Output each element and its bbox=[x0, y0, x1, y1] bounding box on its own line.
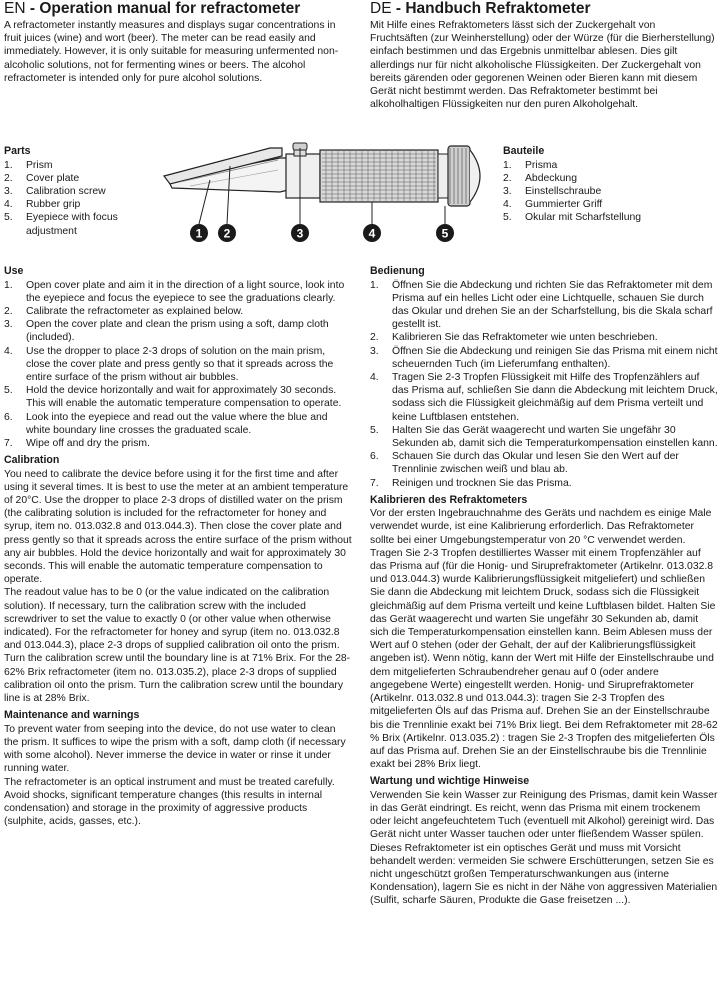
en-use-steps bbox=[4, 279, 352, 451]
svg-text:4: 4 bbox=[368, 226, 376, 241]
callout-4 bbox=[363, 224, 381, 242]
de-intro-section bbox=[370, 0, 715, 111]
de-part-item: 4. Gummierter Griff bbox=[503, 199, 603, 211]
refractometer-illustration bbox=[150, 140, 500, 250]
en-parts-section bbox=[4, 145, 144, 238]
callout-2 bbox=[218, 224, 236, 242]
de-title-text: - Handbuch Refraktometer bbox=[391, 0, 591, 17]
de-part-item: 1. Prisma bbox=[503, 159, 558, 171]
en-use-step: 3. Open the cover plate and clean the prism using a soft, damp cloth (included). bbox=[4, 319, 329, 344]
de-maintenance-heading: Wartung und wichtige Hinweise bbox=[370, 775, 530, 788]
en-use-step: 2. Calibrate the refractometer as explained below. bbox=[4, 305, 244, 317]
de-maintenance-text-2: Dieses Refraktometer ist ein optisches Gerät und muss mit Vorsicht behandelt werden: vermeiden Sie schwere Erschütterungen, setzen Sie es nicht ungeschützt großen Temperaturschwankungen aus (interne Kondensation), lagern Sie es nicht in der Nähe von aggressiven Materialien (Sulfit, scharfe Säuren, Produkte die Gase freisetzen ...). bbox=[370, 842, 718, 907]
en-calibration-heading: Calibration bbox=[4, 454, 60, 467]
de-calibration-text: Vor der ersten Ingebrauchnahme des Geräts und nachdem es einige Male verwendet wurde, ist eine Kalibrierung erforderlich. Das Refraktometer sollte bei einer Umgebungstemperatur von 20 °C verwendet werden. Tragen Sie 2-3 Tropfen destilliertes Wasser mit einem Tropfenzähler auf das Prisma auf (für die Honig- und Siruprefraktometer (Artikelnr. 013.032.8 und 013.044.3) wurde Kalibrierungsflüssigkeit mitgeliefert) und schließen Sie dann die Abdeckung mit leichtem Druck, sodass sich die Flüssigkeit gleichmäßig auf dem Prisma verteilt und keine Luftblasen bildet. Halten Sie das Gerät waagerecht und warten Sie ungefähr 30 Sekunden ab, damit sich die Temperaturkompensation einstellen kann. Beim Ablesen muss der Wert auf 0 stehen (oder der Gehalt, der auf der Kalibrierungsflüssigkeit angeben ist). Wenn nötig, kann der Wert mit Hilfe der Einstellschraube und dem mitgelieferten Schraubendreher genau auf 0 (oder andere angegebene Werte) eingestellt werden. Honig- und Siruprefraktometer (Artikelnr. 013.032.8 und 013.044.3): tragen Sie 2-3 Tropfen des mitgelieferten Öls auf das Prisma auf. Drehen Sie an der Einstellschraube bis die Trennlinie exakt bei 71% Brix liegt. Bei dem Refraktometer mit 28-62 % Brix (Artikelnr. 013.035.2) : tragen Sie 2-3 Tropfen des mitgelieferten Öls auf das Prisma auf. Drehen Sie an der Einstellschraube bis die Trennlinie exakt bei 28% Brix liegt. bbox=[370, 508, 718, 771]
eyepiece-part bbox=[448, 146, 470, 206]
de-use-heading: Bedienung bbox=[370, 265, 425, 277]
de-parts-list bbox=[503, 159, 718, 225]
svg-text:3: 3 bbox=[296, 226, 304, 241]
de-use-step: 7. Reinigen und trocknen Sie das Prisma. bbox=[370, 477, 572, 489]
de-use-step: 1. Öffnen Sie die Abdeckung und richten Sie das Refraktometer mit dem Prisma auf ein helles Licht oder eine Lichtquelle, schauen Sie durch das Okular und drehen Sie an der Scharfstellung, bis die Skala scharf gestellt ist. bbox=[370, 279, 713, 331]
de-parts-heading: Bauteile bbox=[503, 145, 545, 157]
de-use-step: 2. Kalibrieren Sie das Refraktometer wie unten beschrieben. bbox=[370, 332, 658, 344]
en-use-step: 1. Open cover plate and aim it in the direction of a light source, look into the eyepiece and focus the eyepiece to see the graduations clearly. bbox=[4, 279, 345, 304]
svg-text:5: 5 bbox=[441, 226, 449, 241]
de-use-steps bbox=[370, 279, 718, 490]
callout-3 bbox=[291, 224, 309, 242]
en-maintenance-text-2: The refractometer is an optical instrument and must be treated carefully. Avoid shocks, significant temperature changes (this results in internal condensation) and storage in the proximity of aggressive products (sulphite, acids, gasses, etc.). bbox=[4, 776, 335, 828]
de-parts-section bbox=[503, 145, 718, 225]
en-maintenance-text: To prevent water from seeping into the device, do not use water to clean the prism. It suffices to wipe the prism with a soft, damp cloth (if necessary with some alcohol). Never immerse the device in water or rinse it under running water. bbox=[4, 723, 346, 775]
de-use-step: 4. Tragen Sie 2-3 Tropfen Flüssigkeit mit Hilfe des Tropfenzählers auf das Prisma auf, schließen Sie dann die Abdeckung mit leichtem Druck, sodass sich die Flüssigkeit gleichmäßig auf dem Prisma verteilt und keine Luftblasen entstehen. bbox=[370, 371, 718, 423]
de-use-step: 3. Öffnen Sie die Abdeckung und reinigen Sie das Prisma mit einem nicht scheuernden Tuch (im Lieferumfang enthalten). bbox=[370, 345, 718, 370]
en-parts-heading: Parts bbox=[4, 145, 31, 157]
callout-1 bbox=[190, 224, 208, 242]
de-body-section bbox=[370, 265, 718, 908]
en-use-step: 5. Hold the device horizontally and wait for approximately 30 seconds. This will enable the automatic temperature compensation to operate. bbox=[4, 385, 342, 410]
en-use-step: 4. Use the dropper to place 2-3 drops of solution on the main prism, close the cover plate and press gently so that it spreads across the entire surface of the prism without air bubbles. bbox=[4, 345, 334, 383]
de-use-step: 5. Halten Sie das Gerät waagerecht und warten Sie ungefähr 30 Sekunden ab, damit sich die Temperaturkompensation einstellen kann. bbox=[370, 424, 718, 449]
de-part-item: 3. Einstellschraube bbox=[503, 185, 602, 197]
en-calibration-text-2: The readout value has to be 0 (or the value indicated on the calibration solution). If necessary, turn the calibration screw with the included screwdriver to set the value to exactly 0 (or other value when otherwise indicated). For the refractometer for honey and syrup (item no. 013.032.8 and 013.044.3), place 2-3 drops of supplied calibration oil onto the prism. Turn the calibration screw until the boundary line is at 71% Brix. For the 28-62% Brix refractometer (item no. 013.035.2), place 2-3 drops of supplied calibration oil onto the prism. Turn the calibration screw until the boundary line is at 28% Brix. bbox=[4, 587, 351, 705]
en-lang-code: EN bbox=[4, 0, 26, 17]
de-title bbox=[370, 0, 715, 17]
en-use-step: 6. Look into the eyepiece and read out the value where the blue and white boundary line crosses the graduated scale. bbox=[4, 411, 328, 436]
de-part-item: 5. Okular mit Scharfstellung bbox=[503, 212, 642, 224]
en-part-item: 1. Prism bbox=[4, 159, 53, 171]
en-intro-section bbox=[4, 0, 349, 85]
en-part-item: 3. Calibration screw bbox=[4, 185, 106, 197]
de-use-step: 6. Schauen Sie durch das Okular und lesen Sie den Wert auf der Trennlinie zwischen weiß und blau ab. bbox=[370, 451, 679, 476]
en-part-item: 4. Rubber grip bbox=[4, 199, 81, 211]
callout-5 bbox=[436, 224, 454, 242]
en-intro-text: A refractometer instantly measures and displays sugar concentrations in fruit juices (wine) and wort (beer). The meter can be read easily and immediately. However, it is only suitable for measuring unfermented non-alcoholic solutions, not for fermenting wines or beers. The alcohol refractometer is intended only for pure alcohol solutions. bbox=[4, 20, 339, 84]
svg-text:1: 1 bbox=[195, 226, 203, 241]
en-body-section bbox=[4, 265, 352, 828]
de-intro-text: Mit Hilfe eines Refraktometers lässt sich der Zuckergehalt von Fruchtsäften (zur Weinherstellung) oder der Würze (für die Bierherstellung) einfach bestimmen und das Ergebnis unmittelbar ablesen. Dies gilt allerdings nur für nicht alkoholische Flüssigkeiten. Der Zuckergehalt von bereits gärenden oder gegorenen Weinen oder Bieren kann mit diesem Gerät nicht bestimmt werden. Das Refraktometer bestimmt bei alkoholhaltigen Flüssigkeiten nur den puren Alkoholgehalt. bbox=[370, 20, 715, 111]
en-title-text: - Operation manual for refractometer bbox=[25, 0, 301, 17]
en-calibration-text: You need to calibrate the device before using it for the first time and after using it several times. It is best to use the meter at an ambient temperature of 20°C. Use the dropper to place 2-3 drops of distilled water on the prism (the calibrating solution is included for the refractometer for honey and syrup, item no. 013.032.8 and 013.044.3). Then close the cover plate and press gently so that it spreads across the entire surface of the prism without any air bubbles. Hold the device horizontally and wait for approximately 30 seconds. This will enable the automatic temperature compensation to operate. bbox=[4, 468, 352, 586]
en-part-item: 5. Eyepiece with focus adjustment bbox=[4, 212, 118, 237]
en-use-heading: Use bbox=[4, 265, 24, 277]
svg-text:2: 2 bbox=[223, 226, 231, 241]
de-lang-code: DE bbox=[370, 0, 392, 17]
en-maintenance-heading: Maintenance and warnings bbox=[4, 709, 140, 722]
en-parts-list bbox=[4, 159, 144, 238]
en-part-item: 2. Cover plate bbox=[4, 172, 80, 184]
en-use-step: 7. Wipe off and dry the prism. bbox=[4, 437, 150, 449]
de-calibration-heading: Kalibrieren des Refraktometers bbox=[370, 493, 528, 506]
de-maintenance-text: Verwenden Sie kein Wasser zur Reinigung des Prismas, damit kein Wasser in das Gerät eindringt. Es reicht, wenn das Prisma mit einem trockenem oder leicht angefeuchtetem Tuch (eventuell mit Alkohol) gereinigt wird. Das Gerät nicht unter Wasser tauchen oder unter fließendem Wasser spülen. bbox=[370, 789, 718, 841]
en-title bbox=[4, 0, 349, 17]
de-part-item: 2. Abdeckung bbox=[503, 172, 577, 184]
